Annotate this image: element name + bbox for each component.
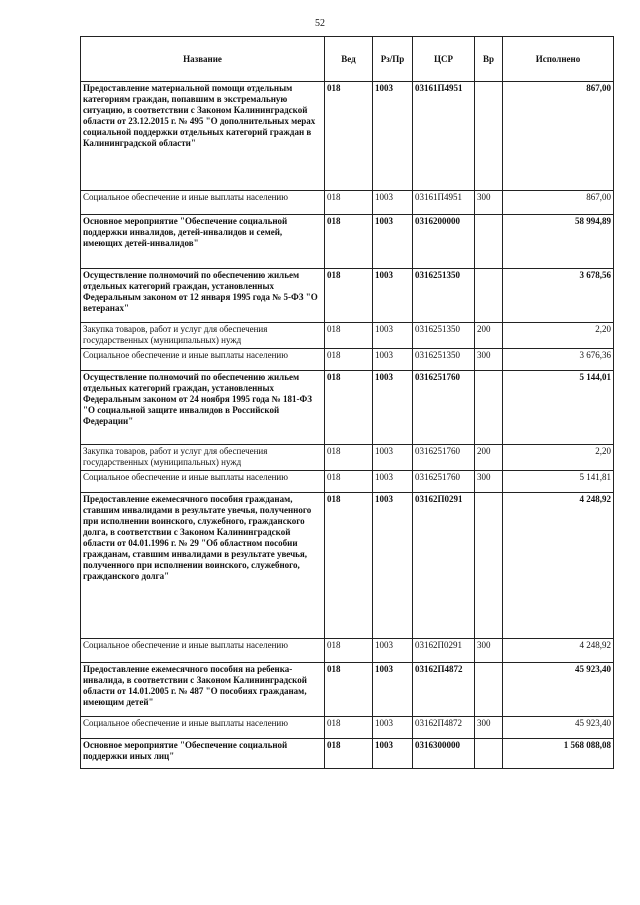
cell-csr: 0316200000 (413, 215, 475, 269)
header-ved: Вед (325, 37, 373, 82)
cell-vr (475, 269, 503, 323)
table-row (81, 639, 614, 663)
table-row (81, 717, 614, 739)
cell-vr (475, 739, 503, 769)
cell-vr (475, 663, 503, 717)
table-row (81, 191, 614, 215)
cell-rzpr: 1003 (373, 663, 413, 717)
cell-name: Закупка товаров, работ и услуг для обеспечения государственных (муниципальных) нужд (81, 323, 325, 349)
cell-ved: 018 (325, 269, 373, 323)
cell-name: Закупка товаров, работ и услуг для обеспечения государственных (муниципальных) нужд (81, 445, 325, 471)
header-csr: ЦСР (413, 37, 475, 82)
cell-ved: 018 (325, 191, 373, 215)
cell-ved: 018 (325, 493, 373, 639)
cell-rzpr: 1003 (373, 471, 413, 493)
cell-name: Социальное обеспечение и иные выплаты населению (81, 639, 325, 663)
cell-done: 45 923,40 (503, 717, 614, 739)
table-row (81, 269, 614, 323)
cell-name: Социальное обеспечение и иные выплаты населению (81, 717, 325, 739)
cell-ved: 018 (325, 639, 373, 663)
cell-rzpr: 1003 (373, 717, 413, 739)
table-row (81, 323, 614, 349)
cell-csr: 03162П4872 (413, 663, 475, 717)
cell-rzpr: 1003 (373, 493, 413, 639)
cell-ved: 018 (325, 349, 373, 371)
cell-done: 45 923,40 (503, 663, 614, 717)
table-row (81, 739, 614, 769)
cell-csr: 03162П4872 (413, 717, 475, 739)
cell-csr: 03161П4951 (413, 191, 475, 215)
table-row (81, 493, 614, 639)
cell-rzpr: 1003 (373, 323, 413, 349)
budget-table (80, 36, 614, 769)
cell-csr: 0316251350 (413, 323, 475, 349)
cell-vr: 300 (475, 639, 503, 663)
cell-name: Предоставление ежемесячного пособия гражданам, ставшим инвалидами в результате увечья, полученного при исполнении воинского, служебного, гражданского долга, в соответствии с Законом Калининградской области от 04.01.1996 г. № 29 "Об областном пособии гражданам, ставшим инвалидами в результате увечья, полученного при исполнении воинского, служебного, гражданского долга" (81, 493, 325, 639)
cell-ved: 018 (325, 445, 373, 471)
cell-vr: 200 (475, 323, 503, 349)
cell-ved: 018 (325, 215, 373, 269)
cell-rzpr: 1003 (373, 739, 413, 769)
cell-name: Основное мероприятие "Обеспечение социальной поддержки инвалидов, детей-инвалидов и семей, имеющих детей-инвалидов" (81, 215, 325, 269)
cell-csr: 0316251350 (413, 349, 475, 371)
cell-done: 3 676,36 (503, 349, 614, 371)
header-name: Название (81, 37, 325, 82)
cell-csr: 03162П0291 (413, 493, 475, 639)
cell-ved: 018 (325, 717, 373, 739)
header-rzpr: Рз/Пр (373, 37, 413, 82)
cell-csr: 0316251760 (413, 445, 475, 471)
cell-done: 5 144,01 (503, 371, 614, 445)
cell-done: 4 248,92 (503, 493, 614, 639)
cell-done: 2,20 (503, 445, 614, 471)
table-row (81, 471, 614, 493)
cell-ved: 018 (325, 739, 373, 769)
cell-vr: 200 (475, 445, 503, 471)
cell-vr: 300 (475, 471, 503, 493)
cell-done: 2,20 (503, 323, 614, 349)
header-done: Исполнено (503, 37, 614, 82)
cell-rzpr: 1003 (373, 445, 413, 471)
cell-rzpr: 1003 (373, 191, 413, 215)
cell-name: Осуществление полномочий по обеспечению жильем отдельных категорий граждан, установленных Федеральным законом от 24 ноября 1995 года № 181-ФЗ "О социальной защите инвалидов в Российской Федерации" (81, 371, 325, 445)
cell-ved: 018 (325, 663, 373, 717)
cell-vr (475, 215, 503, 269)
cell-done: 4 248,92 (503, 639, 614, 663)
cell-done: 867,00 (503, 191, 614, 215)
cell-ved: 018 (325, 323, 373, 349)
table-row (81, 349, 614, 371)
table-header-row (81, 37, 614, 82)
header-vr: Вр (475, 37, 503, 82)
table-row (81, 82, 614, 191)
cell-name: Основное мероприятие "Обеспечение социальной поддержки иных лиц" (81, 739, 325, 769)
cell-name: Социальное обеспечение и иные выплаты населению (81, 471, 325, 493)
cell-rzpr: 1003 (373, 269, 413, 323)
cell-csr: 0316251760 (413, 371, 475, 445)
cell-csr: 0316251350 (413, 269, 475, 323)
cell-ved: 018 (325, 371, 373, 445)
cell-vr (475, 493, 503, 639)
cell-name: Предоставление материальной помощи отдельным категориям граждан, попавшим в экстремальную ситуацию, в соответствии с Законом Калининградской области от 23.12.2015 г. № 495 "О дополнительных мерах социальной поддержки отдельных категорий граждан в Калининградской области" (81, 82, 325, 191)
table-row (81, 663, 614, 717)
cell-rzpr: 1003 (373, 371, 413, 445)
cell-csr: 03162П0291 (413, 639, 475, 663)
cell-ved: 018 (325, 82, 373, 191)
cell-done: 5 141,81 (503, 471, 614, 493)
cell-rzpr: 1003 (373, 639, 413, 663)
cell-rzpr: 1003 (373, 215, 413, 269)
cell-vr: 300 (475, 191, 503, 215)
cell-vr: 300 (475, 349, 503, 371)
cell-csr: 03161П4951 (413, 82, 475, 191)
cell-vr: 300 (475, 717, 503, 739)
cell-name: Социальное обеспечение и иные выплаты населению (81, 349, 325, 371)
cell-name: Социальное обеспечение и иные выплаты населению (81, 191, 325, 215)
cell-vr (475, 82, 503, 191)
table-row (81, 371, 614, 445)
cell-csr: 0316251760 (413, 471, 475, 493)
table-row (81, 445, 614, 471)
cell-rzpr: 1003 (373, 349, 413, 371)
cell-done: 58 994,89 (503, 215, 614, 269)
cell-rzpr: 1003 (373, 82, 413, 191)
cell-ved: 018 (325, 471, 373, 493)
cell-csr: 0316300000 (413, 739, 475, 769)
cell-vr (475, 371, 503, 445)
cell-done: 867,00 (503, 82, 614, 191)
cell-name: Осуществление полномочий по обеспечению жильем отдельных категорий граждан, установленных Федеральным законом от 12 января 1995 года № 5-ФЗ "О ветеранах" (81, 269, 325, 323)
page-number: 52 (315, 18, 325, 29)
cell-done: 3 678,56 (503, 269, 614, 323)
table-row (81, 215, 614, 269)
cell-done: 1 568 088,08 (503, 739, 614, 769)
cell-name: Предоставление ежемесячного пособия на ребенка-инвалида, в соответствии с Законом Калининградской области от 14.01.2005 г. № 487 "О пособиях гражданам, имеющим детей" (81, 663, 325, 717)
